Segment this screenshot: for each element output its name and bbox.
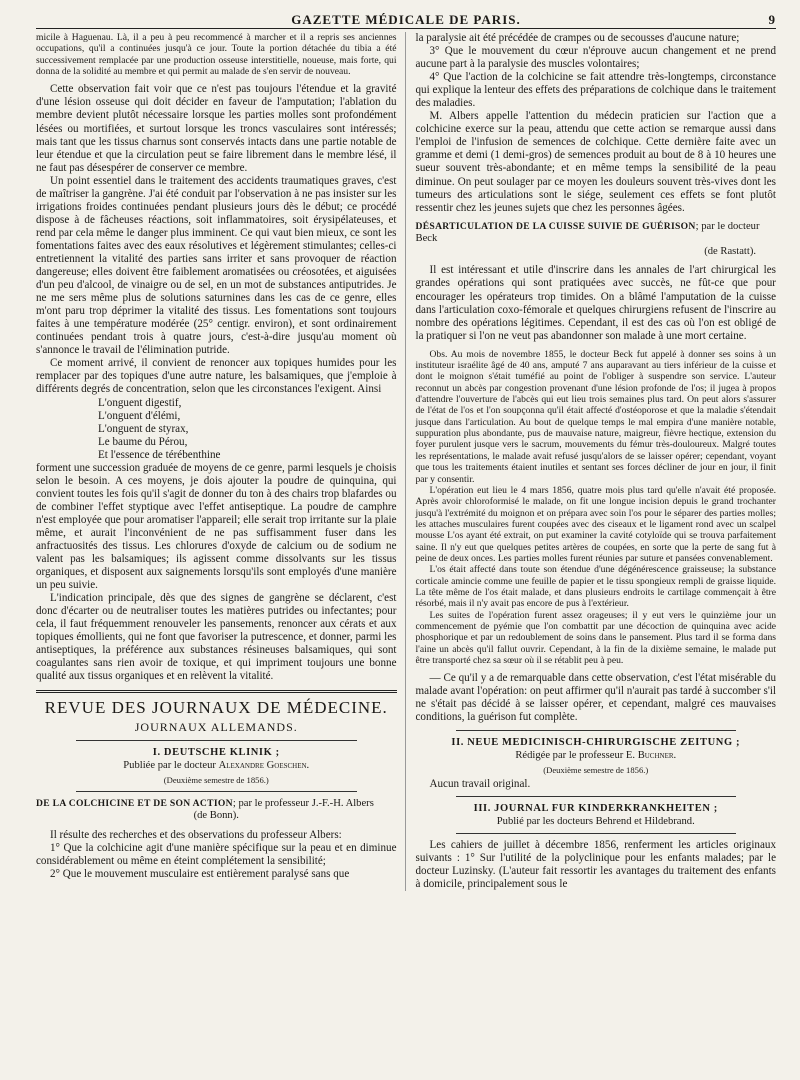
paragraph: L'os était affecté dans toute son étendue d'une dégénérescence graisseuse; la substance corticale amincie comme une feuille de papier et le tissu spongieux rempli de graisse liquide. La tête même de l'os était malade, et dans plusieurs endroits le cartilage commençait à être résorbé, mais il n'y avait pas encore de pus à l'extérieur. bbox=[415, 564, 776, 610]
article-heading bbox=[36, 798, 397, 823]
paragraph: Aucun travail original. bbox=[429, 777, 531, 790]
divider bbox=[76, 740, 357, 741]
list-item: L'onguent d'élémi, bbox=[98, 409, 181, 422]
list-item: L'onguent digestif, bbox=[98, 396, 182, 409]
divider bbox=[456, 833, 737, 834]
journal-editor: Rédigée par le professeur E. Buchner. bbox=[515, 749, 677, 761]
journal-heading: I. DEUTSCHE KLINIK ; bbox=[152, 746, 280, 758]
list-item: L'onguent de styrax, bbox=[98, 422, 189, 435]
section-title: REVUE DES JOURNAUX DE MÉDECINE. bbox=[44, 697, 388, 717]
paragraph: L'opération eut lieu le 4 mars 1856, quatre mois plus tard qu'elle n'avait été proposée. Après avoir chloroformisé le malade, on fit une longue incision depuis le grand trochanter jusqu'à l'extrémité du moignon et on prépara avec soin l'os pour le séparer des parties molles; les attaches musculaires furent coupées avec des ciseaux et le ligament rond avec un scalpel mousse L'os ayant été extrait, on put examiner la cavité cotyloïde qui se trouva parfaitement saine. Il n'y eut que quelques petites artères de coupées, en sorte que la perte de sang fut à peine de deux onces. Les parties molles furent réunies par suture et pansées convenablement. bbox=[415, 484, 776, 564]
paragraph: Un point essentiel dans le traitement des accidents traumatiques graves, c'est de maîtriser la gangrène. J'ai été conduit par l'observation à ne pas insister sur les irrigations froides continuées pendant plusieurs jours dès le début; ce procédé dispose à de fâcheuses réactions, soit inflammatoires, soit érysipélateuses, et rend par cela même le danger plus imminent. Ce qui vaut bien mieux, ce sont les fomentations faites avec des eaux résolutives et légèrement stimulantes; celles-ci entretiennent la vitalité des parties sans irriter et sans provoquer de réaction dangereuse; elles doivent être faiblement aromatisées ou créosotées, et aiguisées d'un peu d'alcool, de vinaigre ou de sel, en un mot de substances antiputrides. Je ne me sers même plus de solutions saturnines dans les cas de ce genre, elles m'ont paru trop déprimer la vitalité des tissus. Les fomentations sont toujours faites à une température modérée (25° centigr. environ), et sont ordinairement continuées pendant trois à quatre jours, c'est-à-dire jusqu'au moment où s'annonce le travail de l'élimination putride. bbox=[36, 174, 397, 357]
article-place: (de Bonn). bbox=[193, 810, 239, 822]
list-item: Le baume du Pérou, bbox=[98, 435, 188, 448]
paragraph: Cette observation fait voir que ce n'est pas toujours l'étendue et la gravité d'une lésion osseuse qui doit décider en faveur de l'amputation; l'ablation du membre devient plutôt nécessaire lorsque les parties molles sont profondément lésées ou mortifiées, et surtout lorsque les troncs vasculaires sont intéressés; mais tant que les tissus charnus sont conservés intacts dans une partie notable de leur étendue et que la circulation peut se faire librement dans le membre lésé, il ne faut pas désespérer de conserver ce membre. bbox=[36, 83, 397, 174]
paragraph: Les cahiers de juillet à décembre 1856, renferment les articles originaux suivants : 1° Sur l'utilité de la polyclinique pour les enfants malades; par le docteur Luzinsky. (L'auteur fait ressortir les avantages du traitement des enfants à domicile, principalement sous le bbox=[415, 838, 776, 890]
divider bbox=[456, 730, 737, 731]
divider bbox=[456, 796, 737, 797]
journal-editor: Publié par les docteurs Behrend et Hildebrand. bbox=[496, 815, 695, 827]
journal-title: GAZETTE MÉDICALE DE PARIS. bbox=[291, 12, 521, 27]
paragraph: Les suites de l'opération furent assez orageuses; il y eut vers le quinzième jour un commencement de pyémie que l'on combattit par une décoction de quinquina avec acide phosphorique et par un redoublement de soins dans le pansement. Plus tard il se forma dans l'aine un abcès qu'il fallut ouvrir. Cependant, à la fin de la dixième semaine, le malade put être transporté chez sa sœur où il se rétablit peu à peu. bbox=[415, 609, 776, 666]
page-number: 9 bbox=[768, 12, 776, 27]
article-title: DE LA COLCHICINE ET DE SON ACTION bbox=[36, 797, 233, 809]
paragraph: — Ce qu'il y a de remarquable dans cette observation, c'est l'état misérable du malade avant l'opération: on peut affirmer qu'il n'aurait pas tardé à succomber s'il ne s'était pas décidé à se laisser opérer, et cependant, malgré ces mauvaises conditions, la guérison fut complète. bbox=[415, 672, 776, 724]
left-column bbox=[36, 32, 406, 891]
article-author: ; par le docteur Beck bbox=[415, 220, 760, 245]
paragraph: 4° Que l'action de la colchicine se fait attendre très-longtemps, circonstance qui explique la lenteur des effets des préparations de colchique dans le traitement des maladies. bbox=[415, 71, 776, 110]
section-divider bbox=[36, 690, 397, 693]
article-title: DÉSARTICULATION DE LA CUISSE SUIVIE DE GUÉRISON bbox=[415, 220, 696, 232]
journal-heading: III. JOURNAL FUR KINDERKRANKHEITEN ; bbox=[473, 802, 718, 814]
divider bbox=[76, 791, 357, 792]
right-column bbox=[416, 32, 777, 891]
paragraph: 1° Que la colchicine agit d'une manière spécifique sur la peau et en diminue considérablement ou même en éteint complétement la sensibilité; bbox=[36, 841, 397, 867]
section-subtitle: JOURNAUX ALLEMANDS. bbox=[134, 719, 298, 734]
article-author: ; par le professeur J.-F.-H. Albers bbox=[232, 797, 374, 809]
journal-heading: II. NEUE MEDICINISCH-CHIRURGISCHE ZEITUNG ; bbox=[451, 736, 741, 748]
paragraph: la paralysie ait été précédée de crampes ou de secousses d'aucune nature; bbox=[415, 32, 740, 44]
journal-editor: Publiée par le docteur Alexandre Goeschen. bbox=[123, 759, 310, 771]
paragraph: Il est intéressant et utile d'inscrire dans les annales de l'art chirurgical les grandes opérations qui sont pratiquées avec succès, ne fût-ce que pour encourager les opérateurs trop timides. On a blâmé l'amputation de la cuisse dans l'articulation coxo-fémorale et quelques chirurgiens refusent de l'inscrire au nombre des opérations légitimes. Cependant, il est des cas où l'on est obligé de la pratiquer si l'on ne veut pas abandonner son malade à une mort certaine. bbox=[415, 264, 776, 342]
paragraph: forment une succession graduée de moyens de ce genre, parmi lesquels je choisis selon le besoin. A ces moyens, je dois ajouter la poudre de quinquina, qui convient toutes les fois qu'il s'agit de donner du ton à des chairs trop blafardes ou de combiner l'effet styptique avec l'effet antiseptique. La poudre de camphre n'est employée que pour aromatiser l'appareil; elle serait trop irritante sur la plaie même, et aurait l'inconvénient de ne pas suffisamment fuser dans les anfractuosités des tissus. Les chlorures d'oxyde de calcium ou de sodium ne valent pas les balsamiques; ils agissent comme dissolvants sur les tissus organiques, et disposent aux saignements lorsqu'ils sont employés d'une manière un peu suivie. bbox=[36, 461, 397, 592]
paragraph: Ce moment arrivé, il convient de renoncer aux topiques humides pour les remplacer par des topiques d'une autre nature, les balsamiques, que j'emploie à différents degrés de concentration, selon que les circonstances l'exigent. Ainsi bbox=[36, 357, 397, 396]
journal-semester: (Deuxième semestre de 1856.) bbox=[163, 774, 269, 785]
journal-semester: (Deuxième semestre de 1856.) bbox=[543, 764, 649, 775]
paragraph: M. Albers appelle l'attention du médecin praticien sur l'action que a colchicine exerce sur la peau, attendu que cette action se remarque aussi dans l'emploi de l'infusion de semences de colchique. Cette dernière faite avec un gramme et demi (1 demi-gros) de semences produit au bout de 8 à 10 heures une sueur souvent très-abondante; et en même temps la sensibilité de la peau diminue. On peut soulager par ce moyen les douleurs souvent très-vives dont les tumeurs des articulations sont le siége, seulement ces effets se font plutôt ressentir chez les jeunes sujets que chez les personnes âgées. bbox=[415, 110, 776, 214]
paragraph: Il résulte des recherches et des observations du professeur Albers: bbox=[50, 828, 342, 841]
paragraph: 2° Que le mouvement musculaire est entièrement paralysé sans que bbox=[50, 867, 350, 880]
newspaper-page bbox=[36, 8, 776, 1074]
page-header bbox=[36, 8, 776, 29]
list-item: Et l'essence de térébenthine bbox=[98, 448, 221, 461]
paragraph: micile à Haguenau. Là, il a peu à peu recommencé à marcher et il a repris ses anciennes occupations, qu'il a continuées jusqu'à ce jour. Toute la portion détachée du tibia a été successivement remplacée par une production osseuse interstitielle, noueuse, mais forte, qui donna de la solidité au membre et qui permit au malade de s'en servir de nouveau. bbox=[36, 32, 397, 78]
paragraph: Obs. Au mois de novembre 1855, le docteur Beck fut appelé à donner ses soins à un instituteur israélite âgé de 40 ans, amputé 7 ans auparavant au tiers inférieur de la cuisse et dont le moignon s'était tuméfié au point de l'obliger à suspendre son service. L'auteur reconnut un abcès par congestion provenant d'une lésion profonde de l'os; il jugea à propos d'attendre l'ouverture de l'abcès qui eut lieu trois semaines plus tard. On peut alors s'assurer de l'état de l'os et l'on soupçonna qu'il était affecté d'ostéoporose et que la maladie s'étendait jusque dans l'articulation. Au bout de quelque temps le mal empira d'une manière notable, suppuration plus abondante, pus de mauvaise nature, maigreur, fièvre hectique, extension du foyer purulent jusque vers le sacrum, mouvements du fémur très-douloureux. Malgré toutes les représentations, le malade avait refusé jusqu'alors de se laisser opérer; cependant, voyant que tous les traitements étaient inutiles et sentant ses forces décliner de jour en jour, il finit par y consentir. bbox=[415, 348, 776, 485]
ointment-list bbox=[36, 397, 397, 462]
article-heading bbox=[416, 221, 777, 259]
paragraph: 3° Que le mouvement du cœur n'éprouve aucun changement et ne prend aucune part à la paralysie des muscles volontaires; bbox=[415, 45, 776, 71]
article-place: (de Rastatt). bbox=[704, 245, 756, 257]
columns bbox=[36, 32, 776, 891]
paragraph: L'indication principale, dès que des signes de gangrène se déclarent, c'est donc d'écarter ou de neutraliser toutes les matières putrides ou infectantes; pour cela, il faut fréquemment renouveler les pansements, renoncer aux cérats et aux topiques émollients, qui ne font que favoriser la putrescence, et donner, parmi les antiseptiques, la préférence aux substances résineuses balsamiques, qui sont coagulantes sans rien avoir de toxique, et qui impriment toujours une bonne qualité aux tissus organiques et en relèvent la vitalité. bbox=[36, 592, 397, 683]
